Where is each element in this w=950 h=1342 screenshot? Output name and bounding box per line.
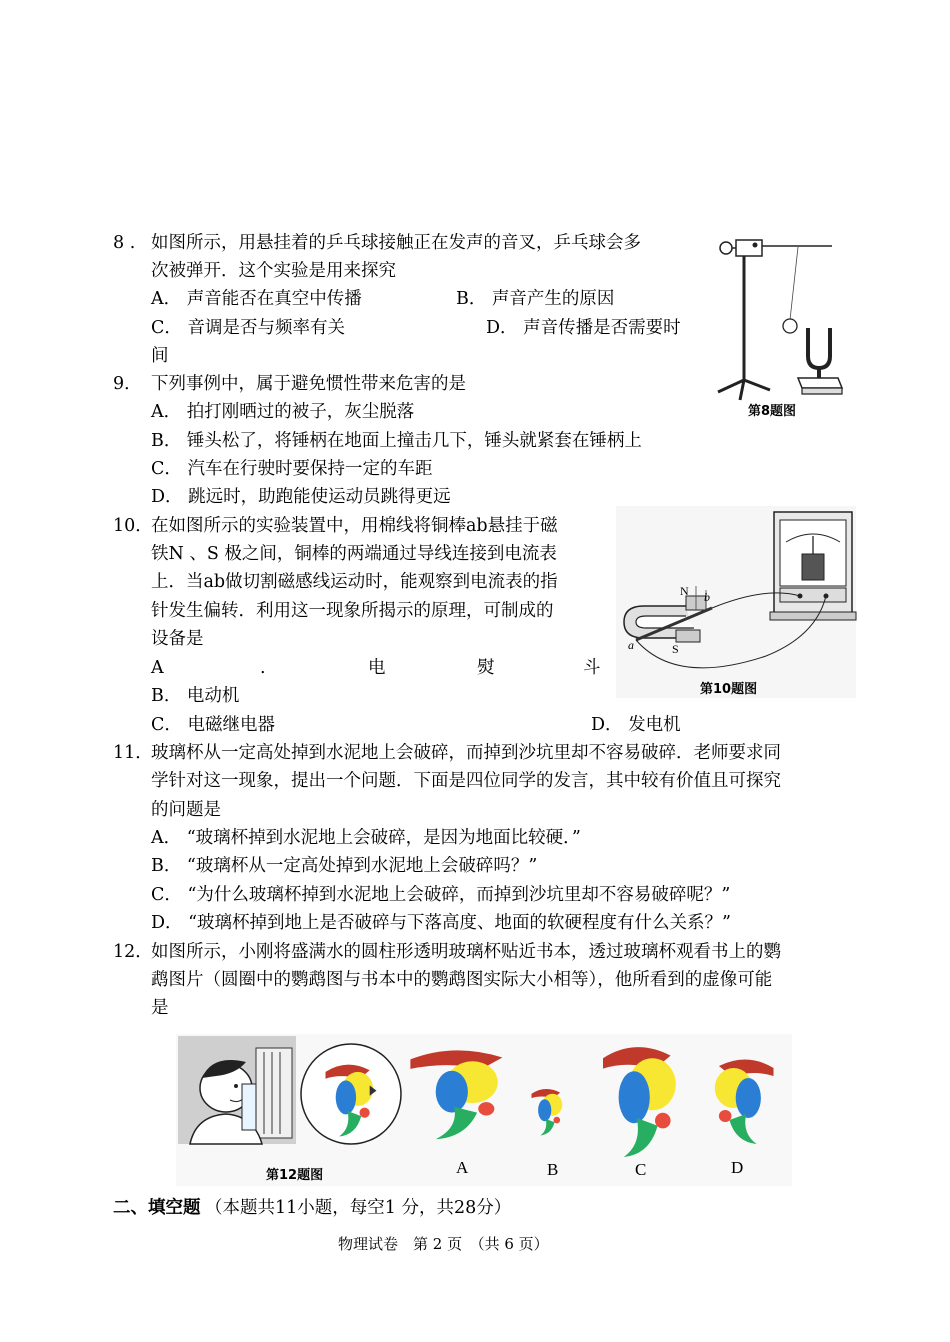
figure-12-caption: 第12题图 [266,1168,324,1183]
electromagnetic-induction-illustration [616,506,856,698]
q10-option-b: B． 电动机 [151,686,240,706]
q10-option-a-char2: 熨 [477,658,495,678]
q11-stem-line3: 的问题是 [151,800,221,820]
figure-10-label-s: S [672,642,679,656]
figure-10-label-n: N [680,584,689,598]
parrot-option-b [532,1089,563,1135]
parrot-option-d [715,1059,774,1144]
q11-option-d: D． “玻璃杯掉到地上是否破碎与下落高度、地面的软硬程度有什么关系？” [151,913,731,933]
q10-option-a-dot: . [260,658,266,678]
figure-12 [176,1034,792,1186]
figure-12-label-b: B [547,1160,559,1179]
figure-12-label-a: A [456,1158,469,1177]
figure-8-caption: 第8题图 [748,404,797,419]
parrot-option-c [603,1047,676,1157]
q10-option-c: C． 电磁继电器 [151,715,275,735]
figure-12-label-d: D [731,1158,744,1177]
q11-option-b: B． “玻璃杯从一定高处掉到水泥地上会破碎吗？” [151,856,538,876]
q9-number: 9． [113,374,142,394]
figure-10 [616,506,856,698]
q11-stem-line1: 玻璃杯从一定高处掉到水泥地上会破碎，而掉到沙坑里却不容易破碎．老师要求同 [151,743,781,763]
q9-option-a: A． 拍打刚晒过的被子，灰尘脱落 [151,402,415,422]
tuning-fork-apparatus-illustration [712,232,844,418]
q8-number: 8 . [113,233,136,253]
q11-option-c: C． “为什么玻璃杯掉到水泥地上会破碎，而掉到沙坑里却不容易破碎呢？” [151,885,731,905]
q8-stem-line2: 次被弹开．这个实验是用来探究 [151,261,396,281]
q11-number: 11． [113,743,153,763]
q9-option-d: D． 跳远时，助跑能使运动员跳得更远 [151,487,451,507]
q8-option-d-cont: 间 [151,346,169,366]
q8-option-a: A． 声音能否在真空中传播 [151,289,362,309]
q10-stem-line3: 上．当ab做切割磁感线运动时，能观察到电流表的指 [151,572,558,592]
q11-option-a: A． “玻璃杯掉到水泥地上会破碎，是因为地面比较硬．” [151,828,581,848]
q10-stem-line4: 针发生偏转．利用这一现象所揭示的原理，可制成的 [151,601,554,621]
q10-stem-line2: 铁N 、S 极之间，铜棒的两端通过导线连接到电流表 [151,544,557,564]
q10-stem-line1: 在如图所示的实验装置中，用棉线将铜棒ab悬挂于磁 [151,516,558,536]
q10-option-d: D． 发电机 [591,715,681,735]
q10-stem-line5: 设备是 [151,629,204,649]
q10-number: 10． [113,516,153,536]
q12-stem-line1: 如图所示，小刚将盛满水的圆柱形透明玻璃杯贴近书本，透过玻璃杯观看书上的鹦 [151,942,781,962]
figure-10-caption: 第10题图 [700,682,758,697]
section-2-note: （本题共11小题，每空1 分，共28分） [205,1198,512,1218]
q11-stem-line2: 学针对这一现象，提出一个问题．下面是四位同学的发言，其中较有价值且可探究 [151,771,781,791]
q9-option-c: C． 汽车在行驶时要保持一定的车距 [151,459,433,479]
figure-10-label-a: a [628,638,634,652]
figure-12-label-c: C [635,1160,647,1179]
figure-8 [712,232,844,418]
q10-option-a-char3: 斗 [583,658,601,678]
page-footer: 物理试卷 第 2 页 （共 6 页） [338,1235,549,1253]
q12-stem-line3: 是 [151,998,169,1018]
q8-option-c: C． 音调是否与频率有关 [151,318,345,338]
q10-option-a-letter: A [151,658,164,678]
q9-stem: 下列事例中，属于避免惯性带来危害的是 [151,374,466,394]
q12-number: 12． [113,942,153,962]
q12-stem-line2: 鹉图片（圆圈中的鹦鹉图与书本中的鹦鹉图实际大小相等），他所看到的虚像可能 [151,970,773,990]
q8-option-b: B． 声音产生的原因 [456,289,615,309]
parrot-option-a [410,1050,502,1139]
q9-option-b: B． 锤头松了，将锤柄在地面上撞击几下，锤头就紧套在锤柄上 [151,431,642,451]
q8-option-d: D． 声音传播是否需要时 [486,318,681,338]
q10-option-a-char1: 电 [368,658,386,678]
figure-10-label-b: b [704,590,710,604]
q8-stem-line1: 如图所示，用悬挂着的乒乓球接触正在发声的音叉，乒乓球会多 [151,233,641,253]
section-2-title: 二、填空题 [113,1198,201,1218]
